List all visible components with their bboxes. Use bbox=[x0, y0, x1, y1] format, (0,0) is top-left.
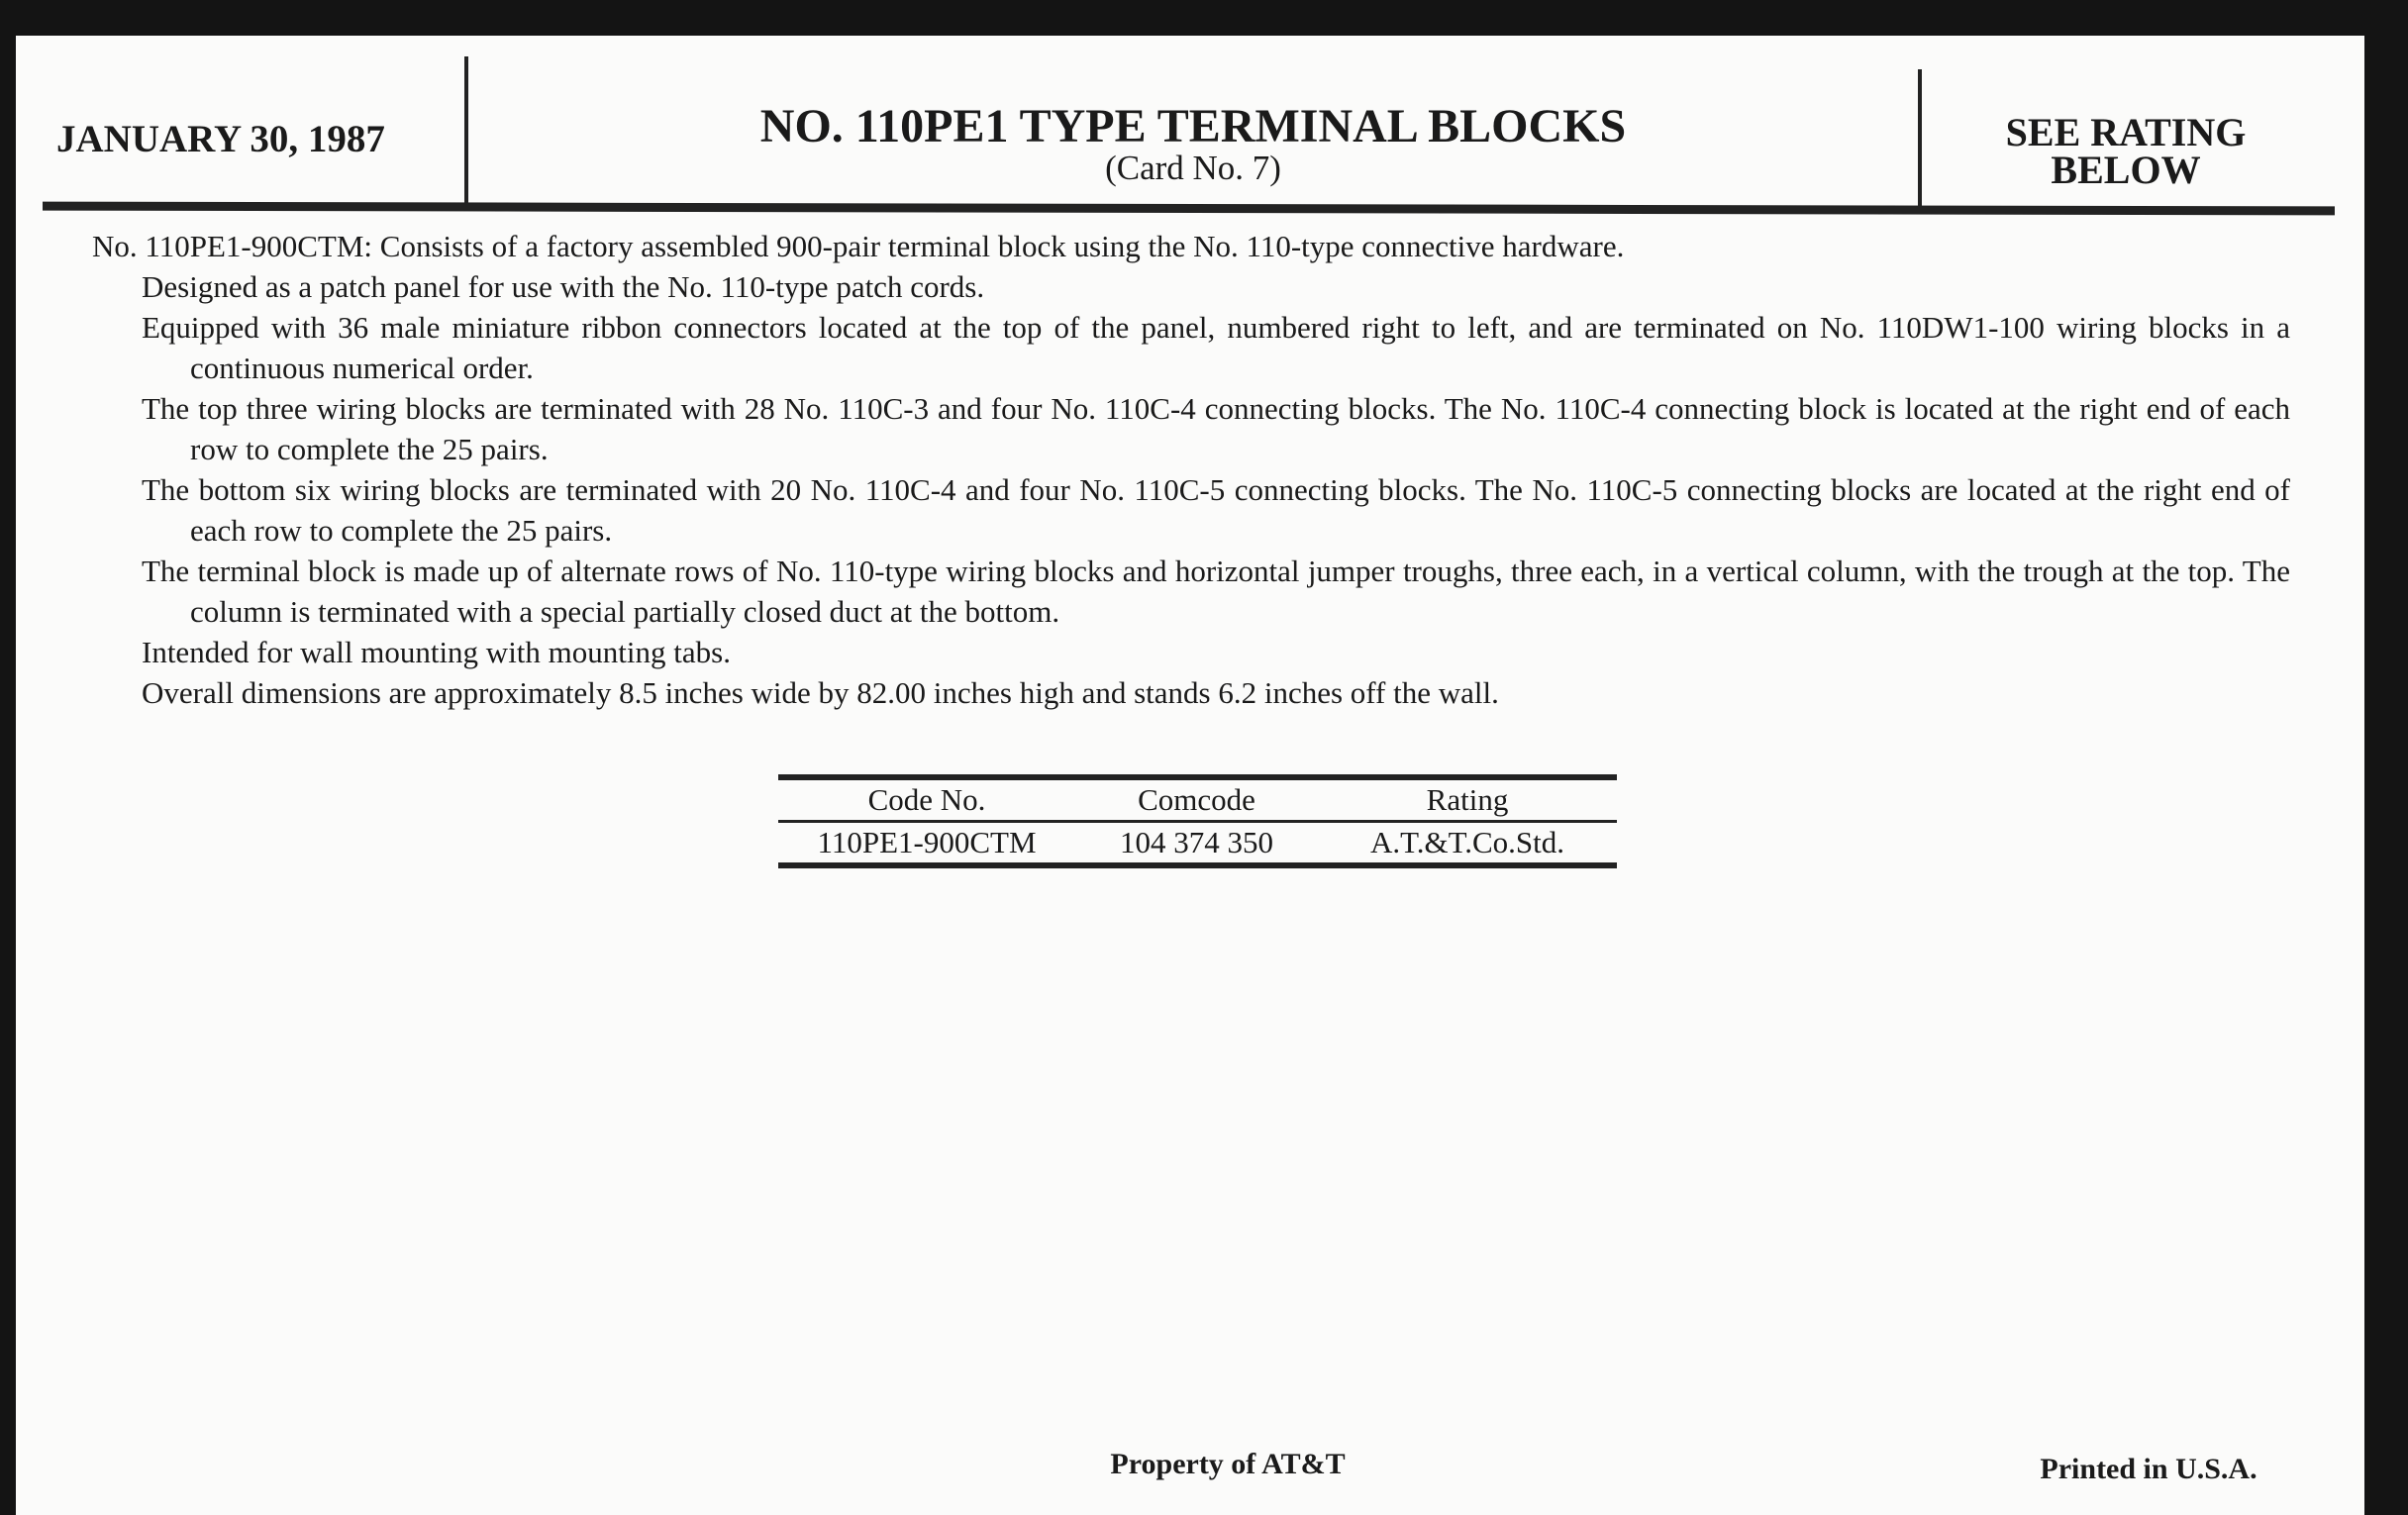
cell-code: 110PE1-900CTM bbox=[817, 825, 1037, 859]
card-date: JANUARY 30, 1987 bbox=[56, 118, 385, 160]
description bbox=[92, 226, 2290, 713]
table-header-rule bbox=[778, 820, 1617, 823]
paragraph: The terminal block is made up of alternate rows of No. 110-type wiring blocks and horizontal jumper troughs, three each, in a vertical column, with the trough at the top. The column is terminated with a special partially closed duct at the bottom. bbox=[142, 554, 2290, 629]
table-row bbox=[778, 823, 1617, 862]
paragraph: The top three wiring blocks are terminated with 28 No. 110C-3 and four No. 110C-4 connecting blocks. The No. 110C-4 connecting block is located at the right end of each row to complete the 25 pairs. bbox=[142, 391, 2290, 466]
col-header-code: Code No. bbox=[867, 782, 986, 817]
col-header-rating: Rating bbox=[1426, 782, 1509, 817]
footer-printed: Printed in U.S.A. bbox=[2040, 1453, 2258, 1485]
table-header-row bbox=[778, 780, 1617, 820]
cell-rating: A.T.&T.Co.Std. bbox=[1369, 825, 1565, 859]
paragraph: Overall dimensions are approximately 8.5 inches wide by 82.00 inches high and stands 6.2 inches off the wall. bbox=[142, 675, 1499, 710]
paragraph: The bottom six wiring blocks are terminated with 20 No. 110C-4 and four No. 110C-5 connecting blocks. The No. 110C-5 connecting blocks are located at the right end of each row to complete the 25 pairs. bbox=[142, 472, 2290, 548]
paragraph: Equipped with 36 male miniature ribbon connectors located at the top of the panel, numbered right to left, and are terminated on No. 110DW1-100 wiring blocks in a continuous numerical order. bbox=[142, 310, 2290, 385]
cell-comcode: 104 374 350 bbox=[1120, 825, 1273, 859]
table-top-rule bbox=[778, 774, 1617, 780]
paragraph: Designed as a patch panel for use with the No. 110-type patch cords. bbox=[142, 269, 985, 304]
card-number: (Card No. 7) bbox=[1105, 149, 1281, 187]
paragraph: No. 110PE1-900CTM: Consists of a factory assembled 900-pair terminal block using the No. 110-type connective hardware. bbox=[92, 229, 1625, 263]
paragraph: Intended for wall mounting with mounting tabs. bbox=[142, 635, 731, 669]
rating-note-line1: SEE RATING bbox=[2005, 110, 2247, 154]
rating-note-line2: BELOW bbox=[2051, 148, 2201, 192]
page-title: NO. 110PE1 TYPE TERMINAL BLOCKS bbox=[759, 100, 1627, 152]
table-bottom-rule bbox=[778, 862, 1617, 868]
footer-property: Property of AT&T bbox=[1110, 1448, 1346, 1480]
col-header-comcode: Comcode bbox=[1138, 782, 1255, 817]
rating-table bbox=[778, 774, 1617, 868]
